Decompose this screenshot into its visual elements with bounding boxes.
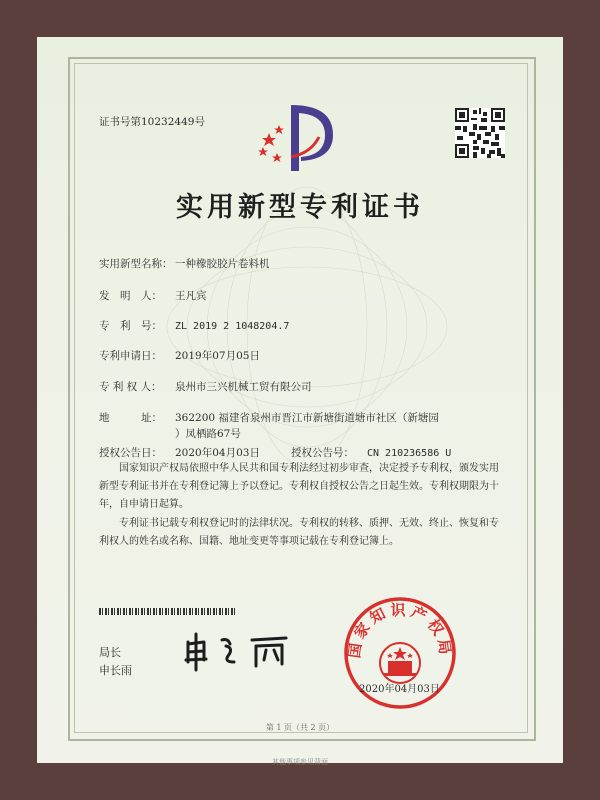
- director-name: 申长雨: [99, 664, 132, 677]
- utility-model-name-value: 一种橡胶胶片卷料机: [175, 258, 270, 270]
- certificate-title: 实用新型专利证书: [176, 192, 424, 223]
- seal-date: 2020年04月03日: [359, 684, 440, 695]
- patentee-value: 泉州市三兴机械工贸有限公司: [175, 381, 312, 393]
- director-title: 局长: [99, 646, 121, 659]
- legal-status-paragraph: 专利证书记载专利权登记时的法律状况。专利权的转移、质押、无效、终止、恢复和专利权人的姓名或名称、国籍、地址变更等事项记载在专利登记簿上。: [99, 518, 499, 547]
- certificate-paper: [37, 37, 563, 763]
- address-label: 地 址：: [99, 412, 162, 424]
- director-signature: [182, 632, 302, 672]
- grant-date-value: 2020年04月03日: [175, 447, 260, 459]
- utility-model-name-label: 实用新型名称：: [99, 258, 173, 270]
- filing-date-label: 专利申请日：: [99, 350, 162, 362]
- patent-number-value: ZL 2019 2 1048204.7: [175, 321, 290, 332]
- address-line-1: 362200 福建省泉州市晋江市新塘街道塘市社区（新塘园: [175, 412, 439, 424]
- inventor-value: 王凡宾: [175, 290, 207, 302]
- back-side-note: 其他事项参见背面: [272, 758, 328, 766]
- inventor-label: 发 明 人：: [99, 290, 162, 302]
- qr-code-icon: [455, 108, 505, 158]
- seal-text: 国家知识产权局: [345, 601, 455, 660]
- grant-date-label: 授权公告日：: [99, 447, 162, 459]
- certificate-number: 证书号第10232449号: [99, 116, 205, 128]
- cnipa-logo-icon: [255, 101, 345, 173]
- page-info: 第 1 页（共 2 页）: [265, 723, 335, 732]
- patentee-label: 专 利 权 人：: [99, 381, 162, 393]
- barcode: [99, 608, 237, 615]
- patent-number-label: 专 利 号：: [99, 320, 162, 332]
- address-line-2: ）凤栖路67号: [175, 428, 241, 440]
- filing-date-value: 2019年07月05日: [175, 350, 260, 362]
- grant-number-value: CN 210236586 U: [367, 448, 452, 459]
- grant-number-label: 授权公告号：: [291, 447, 354, 459]
- grant-statement-paragraph: 国家知识产权局依照中华人民共和国专利法经过初步审查，决定授予专利权，颁发实用新型专利证书并在专利登记簿上予以登记。专利权自授权公告之日起生效。专利权期限为十年，自申请日起算。: [99, 463, 499, 510]
